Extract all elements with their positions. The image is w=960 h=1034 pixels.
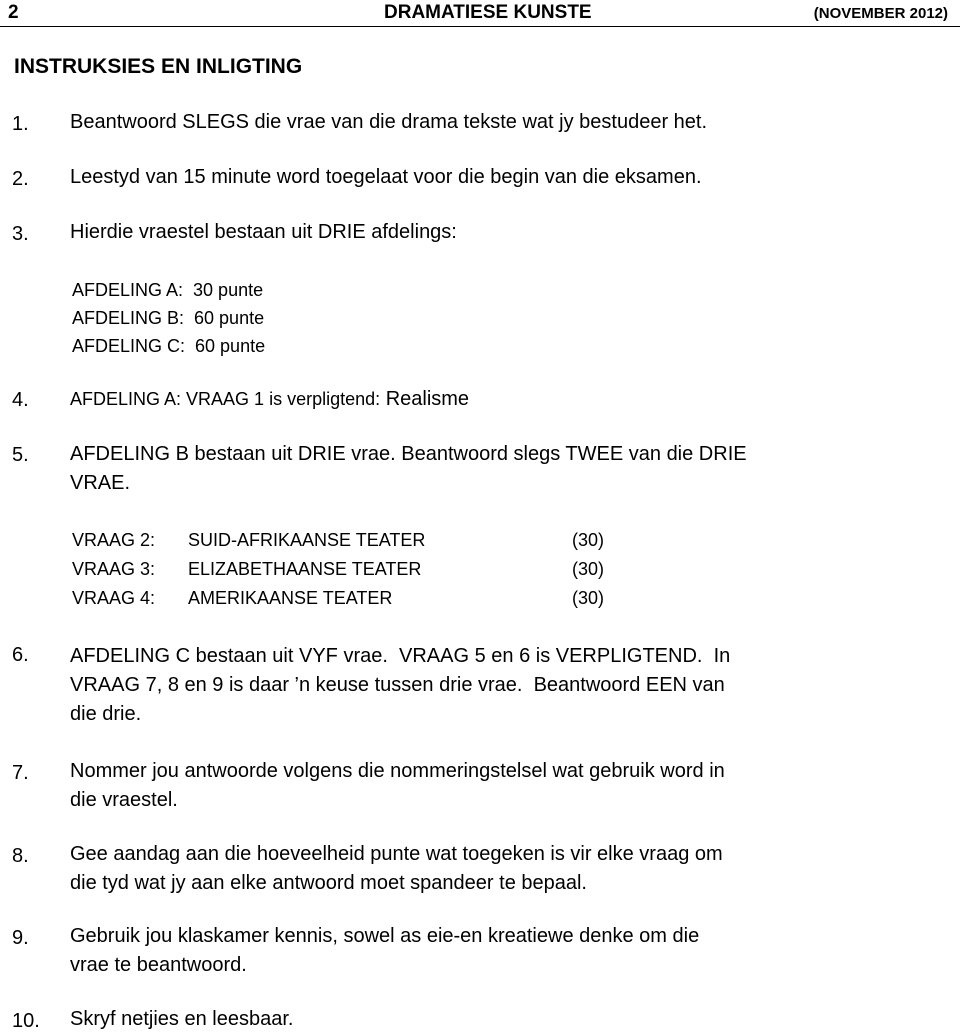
question-label: VRAAG 4:: [72, 588, 156, 608]
section-a: AFDELING A: 30 punte: [72, 280, 264, 300]
item-number-5: 5.: [12, 444, 29, 466]
instruction-9-line-1: Gebruik jou klaskamer kennis, sowel as eie-en kreatiewe denke om die: [70, 925, 700, 947]
instruction-5-part-a: AFDELING B bestaan uit DRIE vrae.: [70, 443, 396, 465]
item-number-3: 3.: [12, 223, 29, 245]
question-topic: AMERIKAANSE TEATER: [188, 588, 393, 608]
instruction-4-part-b: Realisme: [385, 388, 470, 410]
item-number-9: 9.: [12, 927, 29, 949]
instruction-6-line-3: die drie.: [70, 703, 142, 725]
question-topic: ELIZABETHAANSE TEATER: [188, 559, 422, 579]
section-c: AFDELING C: 60 punte: [72, 336, 266, 356]
instruction-3: Hierdie vraestel bestaan uit DRIE afdelings:: [70, 221, 457, 243]
instruction-5-part-b: Beantwoord slegs TWEE van die DRIE: [401, 443, 747, 465]
instruction-8-line-2: die tyd wat jy aan elke antwoord moet spandeer te bepaal.: [70, 872, 587, 894]
instruction-7-line-2: die vraestel.: [70, 789, 178, 811]
instruction-6-line-1: AFDELING C bestaan uit VYF vrae. VRAAG 5 en 6 is VERPLIGTEND. In: [70, 645, 731, 667]
question-label: VRAAG 2:: [72, 530, 156, 550]
item-number-7: 7.: [12, 762, 29, 784]
question-marks: (30): [572, 530, 605, 550]
item-number-1: 1.: [12, 113, 29, 135]
question-marks: (30): [572, 588, 605, 608]
instruction-10: Skryf netjies en leesbaar.: [70, 1008, 294, 1030]
instruction-6-line-2: VRAAG 7, 8 en 9 is daar ’n keuse tussen drie vrae. Beantwoord EEN van: [70, 674, 725, 696]
section-list: [72, 276, 265, 360]
page-header: [0, 0, 960, 27]
instruction-4: [70, 385, 890, 414]
instruction-8: [70, 840, 890, 898]
instructions-heading: INSTRUKSIES EN INLIGTING: [14, 55, 303, 78]
instruction-9-line-2: vrae te beantwoord.: [70, 954, 247, 976]
question-label: VRAAG 3:: [72, 559, 156, 579]
instruction-7: [70, 757, 890, 815]
item-number-6: 6.: [12, 644, 29, 666]
item-number-4: 4.: [12, 389, 29, 411]
question-marks: (30): [572, 559, 605, 579]
instruction-6: [70, 642, 890, 729]
page-number: 2: [8, 2, 19, 23]
instruction-5-part-c: VRAE.: [70, 472, 131, 494]
section-b: AFDELING B: 60 punte: [72, 308, 265, 328]
item-number-10: 10.: [12, 1010, 40, 1032]
instruction-9: [70, 922, 890, 980]
instruction-4-part-a: AFDELING A: VRAAG 1 is verpligtend:: [70, 389, 381, 409]
instruction-7-line-1: Nommer jou antwoorde volgens die nommeringstelsel wat gebruik word in: [70, 760, 725, 782]
question-topic: SUID-AFRIKAANSE TEATER: [188, 530, 426, 550]
item-number-2: 2.: [12, 168, 29, 190]
instruction-1: Beantwoord SLEGS die vrae van die drama tekste wat jy bestudeer het.: [70, 111, 708, 133]
document-title: DRAMATIESE KUNSTE: [384, 2, 592, 23]
item-number-8: 8.: [12, 845, 29, 867]
exam-date: (NOVEMBER 2012): [813, 5, 948, 22]
instruction-5: [70, 440, 890, 498]
instruction-8-line-1: Gee aandag aan die hoeveelheid punte wat toegeken is vir elke vraag om: [70, 843, 723, 865]
instruction-2: Leestyd van 15 minute word toegelaat voor die begin van die eksamen.: [70, 166, 702, 188]
header-divider: [0, 26, 960, 27]
